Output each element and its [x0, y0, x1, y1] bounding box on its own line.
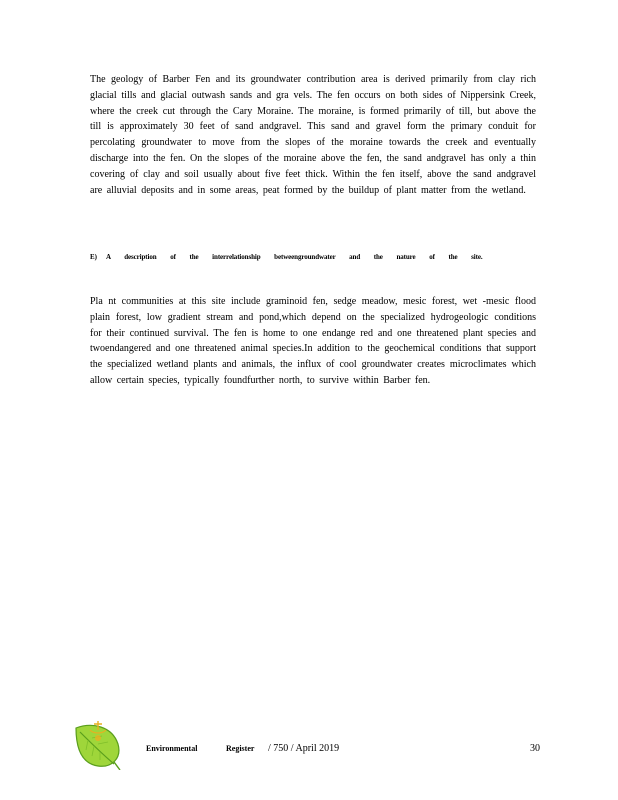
section-heading-marker: E) — [90, 253, 97, 261]
section-heading-text: A description of the interrelationship betweengroundwater and the nature of the site. — [106, 253, 483, 261]
footer-journal-name: Environmental — [146, 744, 198, 753]
footer-register: Register — [226, 744, 255, 753]
footer-issue: / 750 / April 2019 — [268, 743, 340, 754]
page-number: 30 — [530, 743, 540, 754]
body-paragraph-geology: The geology of Barber Fen and its groundwater contribution area is derived primarily from clay rich glacial tills and glacial outwash sands and gra vels. The fen occurs on both sides of Nippersink Creek, where the creek cut through the Cary Moraine. The moraine, is formed primarily of till, but above the till is approximately 30 feet of sand andgravel. This sand and gravel form the primary conduit for percolating groundwater to move from the slopes of the moraine towards the creek and eventually discharge into the fen. On the slopes of the moraine above the fen, the sand andgravel has only a thin covering of clay and soil usually about five feet thick. Within the fen itself, above the sand andgravel are alluvial deposits and in some areas, peat formed by the buildup of plant matter from the wetland. — [90, 74, 536, 196]
page-footer — [0, 740, 618, 780]
body-paragraph-plant-communities: Pla nt communities at this site include graminoid fen, sedge meadow, mesic forest, wet -mesic flood plain forest, low gradient stream and pond,which depend on the specialized hydrogeologic conditions for their continued survival. The fen is home to one endange red and one threatened plant species and twoendangered and one threatened animal species.In addition to the geochemical conditions that support the specialized wetland plants and animals, the influx of cool groundwater creates microclimates which allow certain species, typically foundfurther north, to survive within Barber fen. — [90, 296, 536, 386]
leaf-logo-icon — [72, 718, 124, 770]
